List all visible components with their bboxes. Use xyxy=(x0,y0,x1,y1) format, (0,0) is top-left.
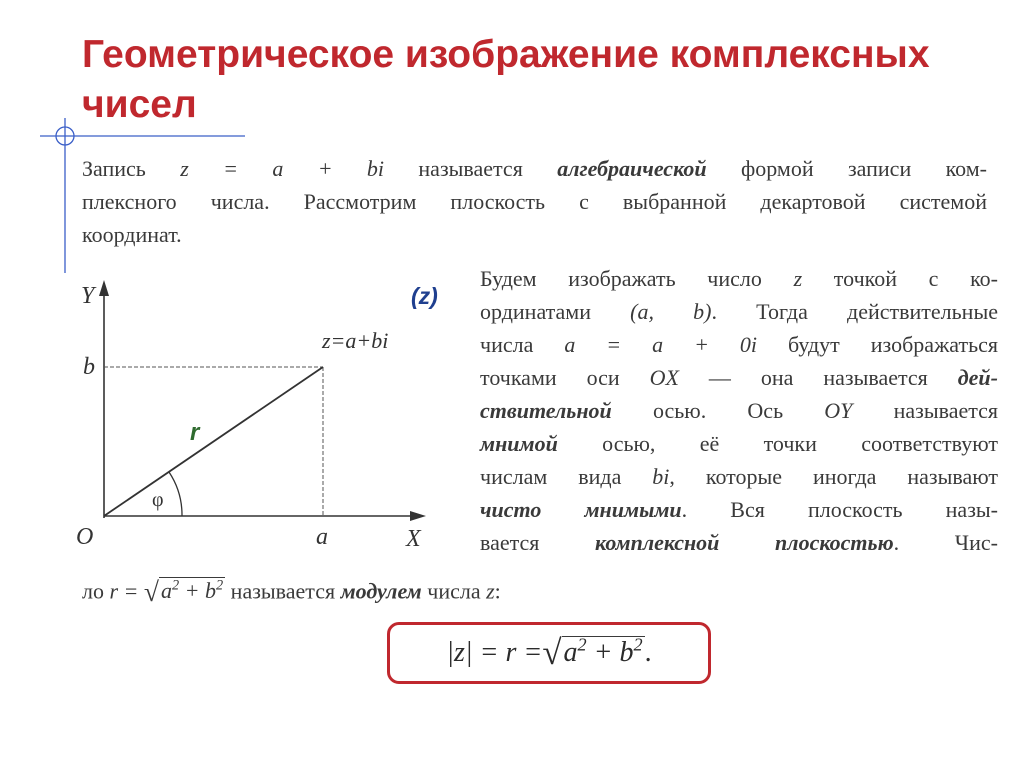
slide-title xyxy=(82,30,1002,130)
paragraph2-line5: ствительной осью. Ось OY называется xyxy=(480,398,999,423)
paragraph2-line9: вается комплексной плоскостью. Чис- xyxy=(480,530,998,555)
paragraph2-line6: мнимой осью, её точки соответствуют xyxy=(480,431,998,456)
x-axis-arrow-icon xyxy=(410,511,426,521)
angle-label: φ xyxy=(152,489,164,511)
radius-label: r xyxy=(190,419,200,446)
plane-label: (z) xyxy=(411,283,438,309)
title-line-1: Геометрическое изображение комплексных xyxy=(82,33,930,76)
y-axis-arrow-icon xyxy=(99,280,109,296)
paragraph-complex-plane xyxy=(480,262,998,559)
radius-vector xyxy=(104,367,323,516)
b-tick-label: b xyxy=(83,354,95,380)
modulus-formula-box: |z| = r = $√a^2 + b^2$ . xyxy=(387,622,711,684)
formula-sqrt: $√a^2 + b^2$ xyxy=(542,633,643,672)
paragraph2-line2: ординатами (a, b). Тогда действительные xyxy=(480,299,998,324)
paragraph2-line8: чисто мнимыми. Вся плоскость назы- xyxy=(480,497,998,522)
point-label: z=a+bi xyxy=(322,328,389,353)
paragraph1-line2: плексного числа. Рассмотрим плоскость с выбранной декартовой системой xyxy=(82,189,987,214)
paragraph-algebraic-form xyxy=(82,152,987,251)
paragraph2-line1: Будем изображать число z точкой с ко- xyxy=(480,266,999,291)
paragraph-modulus: ло $r = √a^2 + b^2$ называется модулем числа z: xyxy=(82,570,782,608)
x-axis-label: X xyxy=(406,526,421,552)
complex-plane-diagram xyxy=(60,278,460,558)
angle-arc xyxy=(169,472,182,516)
paragraph1-line1: Запись z = a + bi называется алгебраической формой записи ком- xyxy=(82,156,987,181)
paragraph2-line7: числам вида bi, которые иногда называют xyxy=(480,464,998,489)
y-axis-label: Y xyxy=(81,283,95,309)
a-tick-label: a xyxy=(316,524,328,550)
origin-label: O xyxy=(76,524,94,550)
paragraph2-line4: точками оси OX — она называется дей- xyxy=(480,365,998,390)
paragraph2-line3: числа a = a + 0i будут изображаться xyxy=(480,332,998,357)
title-line-2: чисел xyxy=(82,83,197,126)
sqrt-expression: $√a^2 + b^2$ xyxy=(143,576,224,608)
paragraph1-line3: координат. xyxy=(82,222,182,247)
formula-lhs: |z| = r = xyxy=(446,637,543,668)
